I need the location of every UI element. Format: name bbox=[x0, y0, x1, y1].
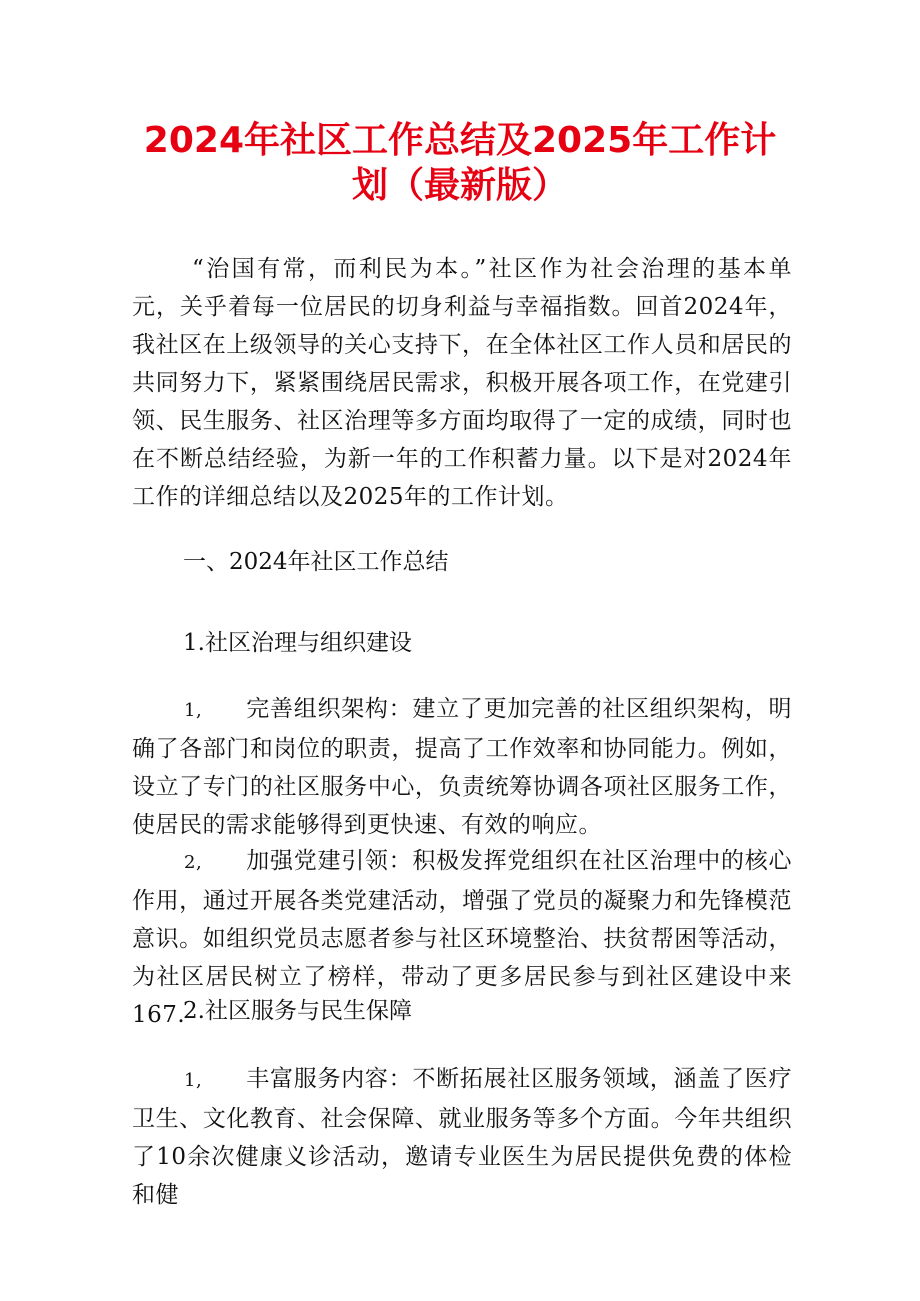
document-title-line-1: 2024年社区工作总结及2025年工作计 bbox=[143, 120, 777, 161]
list-item-number: 1, bbox=[184, 1070, 203, 1091]
subsection-2-heading: 2.社区服务与民生保障 bbox=[183, 998, 412, 1024]
subsection-1-heading: 1.社区治理与组织建设 bbox=[183, 630, 412, 656]
document-title-line-2: 划（最新版） bbox=[351, 165, 568, 206]
list-item-text: 完善组织架构：建立了更加完善的社区组织架构，明确了各部门和岗位的职责，提高了工作效率和协同能力。例如，设立了专门的社区服务中心，负责统筹协调各项社区服务工作，使居民的需求能够得到更快速、有效的响应。 bbox=[132, 696, 792, 838]
intro-paragraph: “治国有常，而利民为本。”社区作为社会治理的基本单元，关乎着每一位居民的切身利益与幸福指数。回首2024年，我社区在上级领导的关心支持下，在全体社区工作人员和居民的共同努力下，紧紧围绕居民需求，积极开展各项工作，在党建引领、民生服务、社区治理等多方面均取得了一定的成绩，同时也在不断总结经验，为新一年的工作积蓄力量。以下是对2024年工作的详细总结以及2025年的工作计划。 bbox=[132, 256, 792, 510]
list-item-number: 2, bbox=[184, 852, 203, 873]
list-item-text: 丰富服务内容：不断拓展社区服务领域，涵盖了医疗卫生、文化教育、社会保障、就业服务等多个方面。今年共组织了10余次健康义诊活动，邀请专业医生为居民提供免费的体检和健 bbox=[132, 1066, 792, 1208]
list-item bbox=[132, 1060, 792, 1214]
list-item-number: 1, bbox=[184, 700, 203, 721]
list-item-text: 加强党建引领：积极发挥党组织在社区治理中的核心作用，通过开展各类党建活动，增强了党员的凝聚力和先锋模范意识。如组织党员志愿者参与社区环境整治、扶贫帮困等活动，为社区居民树立了榜样，带动了更多居民参与到社区建设中来167. bbox=[132, 848, 792, 1028]
list-item bbox=[132, 690, 792, 844]
section-1-heading: 一、2024年社区工作总结 bbox=[183, 549, 449, 575]
